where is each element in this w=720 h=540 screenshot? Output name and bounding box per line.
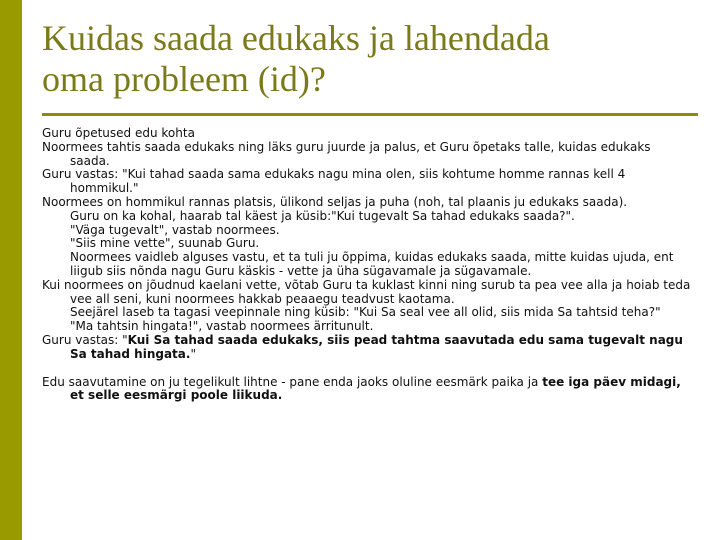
paragraph-5 — [42, 334, 692, 362]
paragraph-3-line-b: "Väga tugevalt", vastab noormees. — [70, 222, 280, 237]
paragraph-6-prefix: Edu saavutamine on ju tegelikult lihtne - pane enda jaoks oluline eesmärk paika ja — [42, 374, 543, 389]
paragraph-3-line-a: Guru on ka kohal, haarab tal käest ja küsib:"Kui tugevalt Sa tahad edukaks saada?". — [70, 208, 575, 223]
paragraph-4-line-a: Seejärel laseb ta tagasi veepinnale ning küsib: "Kui Sa seal vee all olid, siis mida Sa tahtsid teha?" — [70, 305, 661, 320]
accent-side-bar — [0, 0, 22, 540]
title-line-2: oma probleem (id)? — [42, 59, 326, 99]
story-heading: Guru õpetused edu kohta — [42, 126, 195, 140]
paragraph-5-suffix: " — [190, 346, 196, 361]
paragraph-6 — [42, 376, 692, 404]
paragraph-2: Guru vastas: "Kui tahad saada sama edukaks nagu mina olen, siis kohtume homme rannas kell 4 hommikul." — [42, 167, 626, 196]
title-line-1: Kuidas saada edukaks ja lahendada — [42, 18, 550, 58]
title-underline — [42, 113, 698, 116]
slide-body — [42, 127, 692, 403]
paragraph-4-line-b: "Ma tahtsin hingata!", vastab noormees ärritunult. — [70, 319, 374, 334]
paragraph-1: Noormees tahtis saada edukaks ning läks guru juurde ja palus, et Guru õpetaks talle, kuidas edukaks saada. — [42, 139, 651, 168]
paragraph-6-emphasis: tee iga päev midagi, et selle eesmärgi poole liikuda. — [70, 374, 681, 403]
paragraph-spacer — [42, 362, 692, 376]
paragraph-5-emphasis: Kui Sa tahad saada edukaks, siis pead tahtma saavutada edu sama tugevalt nagu Sa tahad hingata. — [70, 332, 683, 361]
paragraph-3-line-c: "Siis mine vette", suunab Guru. — [70, 236, 260, 251]
paragraph-3-line-d: Noormees vaidleb alguses vastu, et ta tuli ju õppima, kuidas edukaks saada, mitte kuidas ujuda, ent liigub siis nõnda nagu Guru käskis - vette ja üha sügavamale ja sügavamale. — [70, 250, 674, 278]
paragraph-5-prefix: Guru vastas: " — [42, 332, 128, 347]
slide-title — [42, 18, 682, 100]
paragraph-3: Noormees on hommikul rannas platsis, ülikond seljas ja puha (noh, tal plaanis ju edukaks saada). — [42, 194, 628, 209]
paragraph-4: Kui noormees on jõudnud kaelani vette, võtab Guru ta kuklast kinni ning surub ta pea vee alla ja hoiab teda vee all seni, kuni noormees hakkab peaaegu teadvust kaotama. — [42, 277, 691, 306]
